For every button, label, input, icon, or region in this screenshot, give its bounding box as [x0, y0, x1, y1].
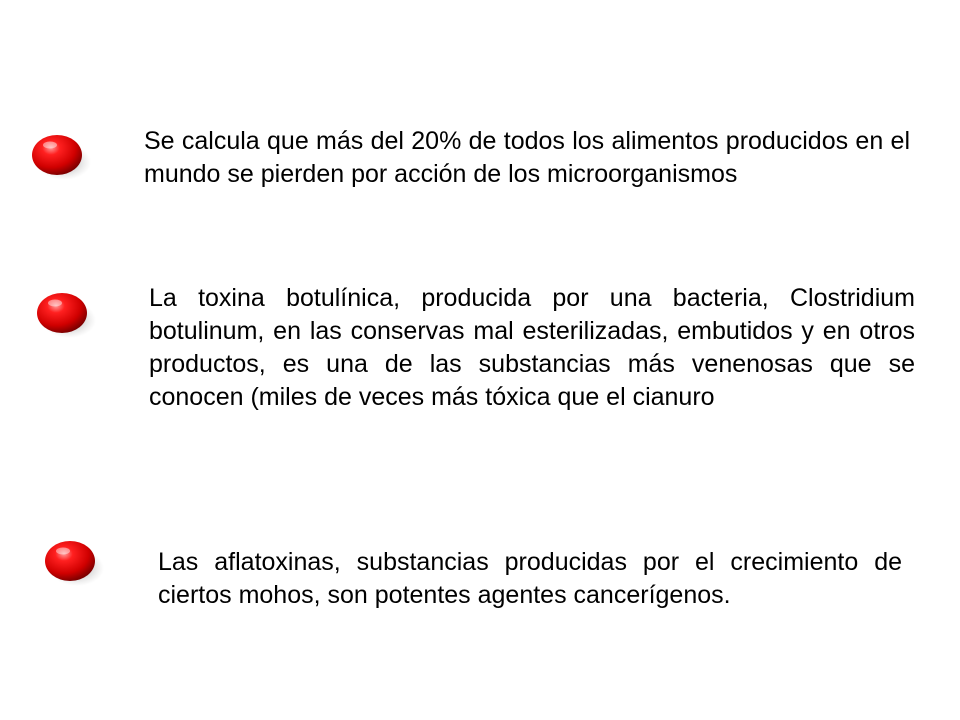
bullet-text-1: Se calcula que más del 20% de todos los alimentos producidos en el mundo se pierden por acción de los microorganismos — [144, 127, 910, 188]
red-sphere-icon — [41, 538, 105, 588]
bullet-text-3: Las aflatoxinas, substancias producidas por el crecimiento de ciertos mohos, son potentes agentes cancerígenos. — [158, 548, 902, 609]
bullet-text-2: La toxina botulínica, producida por una bacteria, Clostridium botulinum, en las conservas mal esterilizadas, embutidos y en otros productos, es una de las substancias más venenosas que se conocen (miles de veces más tóxica que el cianuro — [149, 284, 915, 411]
red-sphere-icon — [28, 132, 92, 182]
red-sphere-icon — [33, 290, 97, 340]
